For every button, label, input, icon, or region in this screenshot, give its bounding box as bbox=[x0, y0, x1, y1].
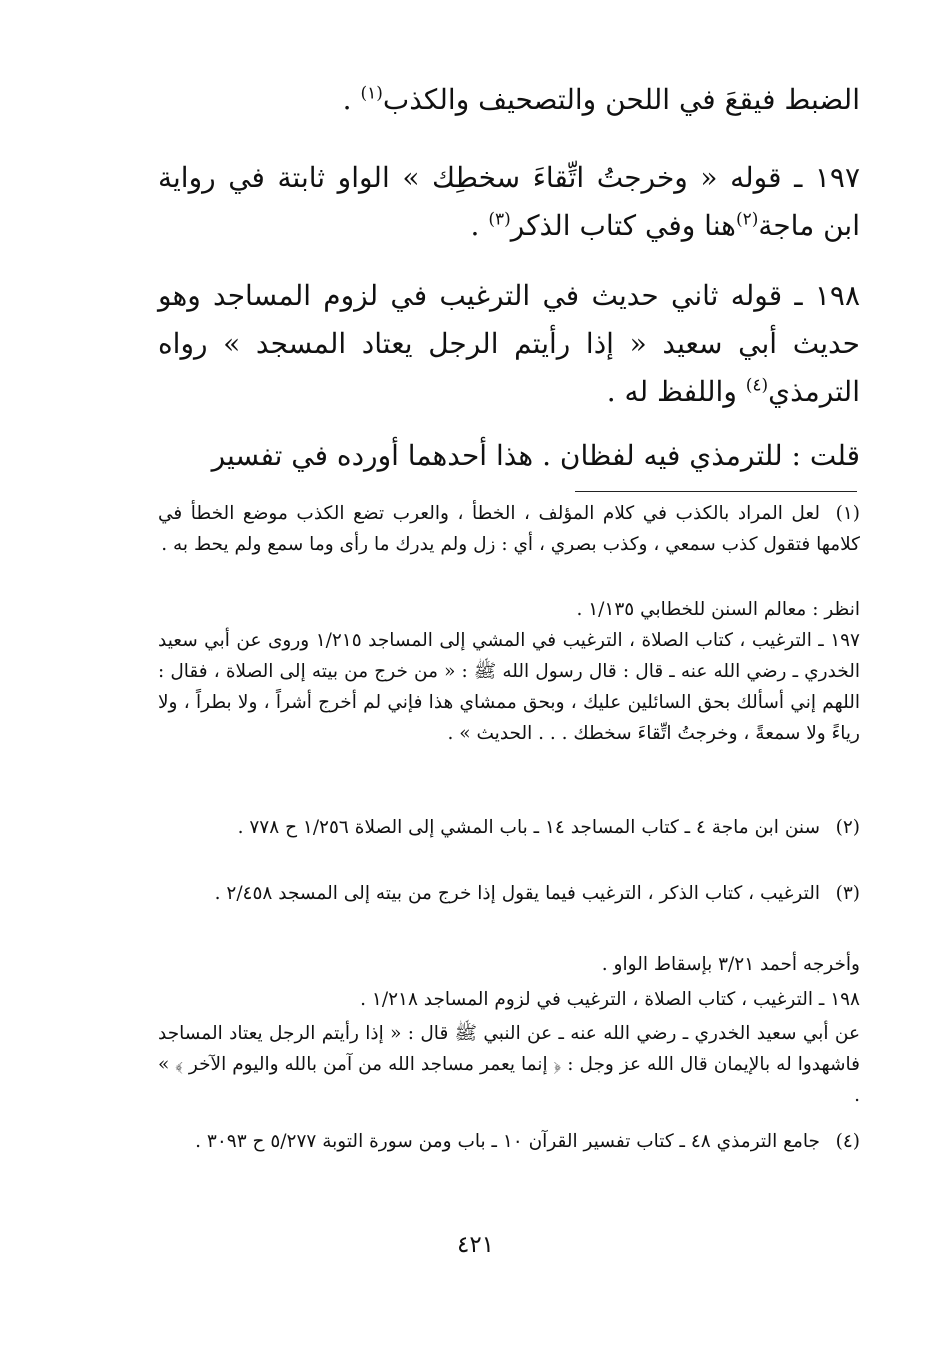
footnote-text: لعل المراد بالكذب في كلام المؤلف ، الخطأ ، والعرب تضع الكذب موضع الخطأ في كلامها فتقول كذب سمعي ، وكذب بصري ، أي : زل ولم يدرك ما رأى وما سمع ولم يحط به . bbox=[158, 503, 860, 555]
main-paragraph-1 bbox=[158, 76, 860, 124]
footnote-ref-1[interactable]: (١) bbox=[360, 83, 383, 104]
page-number: ٤٢١ bbox=[456, 1232, 495, 1258]
footnote-text: سنن ابن ماجة ٤ ـ كتاب المساجد ١٤ ـ باب المشي إلى الصلاة ١/٢٥٦ ح ٧٧٨ . bbox=[237, 817, 820, 838]
footnote-number: (٢) bbox=[835, 817, 860, 838]
commentary-text: ١٩٨ ـ الترغيب ، كتاب الصلاة ، الترغيب في لزوم المساجد ١/٢١٨ . bbox=[360, 989, 860, 1010]
footnote-1-reference bbox=[158, 594, 860, 625]
commentary-text: ١٩٧ ـ الترغيب ، كتاب الصلاة ، الترغيب في المشي إلى المساجد ١/٢١٥ وروى عن أبي سعيد الخدري ـ رضي الله عنه ـ قال : قال رسول الله ﷺ : « من خرج من بيته إلى الصلاة ، فقال : اللهم إني أسألك بحق السائلين عليك ، وبحق ممشاي هذا فإني لم أخرج أشراً ، ولا بطراً ، ولا رياءً ولا سمعةً ، وخرجتُ اتِّقاءَ سخطك . . . الحديث » . bbox=[158, 630, 860, 744]
footnote-2 bbox=[158, 812, 860, 843]
footnote-text: الترغيب ، كتاب الذكر ، الترغيب فيما يقول إذا خرج من بيته إلى المسجد ٢/٤٥٨ . bbox=[214, 883, 820, 904]
paragraph-text: ١٩٨ ـ قوله ثاني حديث في الترغيب في لزوم المساجد وهو حديث أبي سعيد « إذا رأيتم الرجل يعتاد المسجد » رواه الترمذي bbox=[158, 279, 860, 408]
footnote-ref-4[interactable]: (٤) bbox=[745, 375, 769, 396]
footnote-3 bbox=[158, 878, 860, 909]
paragraph-text: واللفظ له . bbox=[606, 375, 746, 408]
commentary-text: عن أبي سعيد الخدري ـ رضي الله عنه ـ عن النبي ﷺ قال : « إذا رأيتم الرجل يعتاد المساجد فاشهدوا له بالإيمان قال الله عز وجل : ﴿ إنما يعمر مساجد الله من آمن بالله واليوم الآخر ﴾ » . bbox=[158, 1023, 860, 1106]
footnote-number: (٣) bbox=[835, 883, 860, 904]
footnote-ref-3[interactable]: (٣) bbox=[488, 209, 511, 230]
footnote-text: انظر : معالم السنن للخطابي ١/١٣٥ . bbox=[576, 599, 860, 620]
footnote-ref-2[interactable]: (٢) bbox=[735, 209, 759, 230]
main-paragraph-198 bbox=[158, 272, 860, 416]
footnote-number: (١) bbox=[835, 503, 860, 524]
main-paragraph-qult bbox=[158, 432, 860, 480]
footnote-1 bbox=[158, 498, 860, 560]
footnote-3-extra bbox=[158, 949, 860, 980]
commentary-198 bbox=[158, 984, 860, 1015]
paragraph-end: . bbox=[342, 83, 361, 116]
footnote-number: (٤) bbox=[835, 1131, 860, 1152]
footnote-4 bbox=[158, 1126, 860, 1157]
commentary-198-hadith bbox=[158, 1018, 860, 1111]
footnote-text: جامع الترمذي ٤٨ ـ كتاب تفسير القرآن ١٠ ـ باب ومن سورة التوبة ٥/٢٧٧ ح ٣٠٩٣ . bbox=[195, 1131, 820, 1152]
paragraph-text: هنا وفي كتاب الذكر bbox=[510, 209, 736, 242]
paragraph-text: الضبط فيقعَ في اللحن والتصحيف والكذب bbox=[382, 83, 860, 116]
paragraph-end: . bbox=[470, 209, 489, 242]
commentary-197 bbox=[158, 625, 860, 749]
paragraph-text: قلت : للترمذي فيه لفظان . هذا أحدهما أورده في تفسير bbox=[211, 439, 860, 472]
footnote-separator bbox=[575, 491, 857, 492]
footnote-text: وأخرجه أحمد ٣/٢١ بإسقاط الواو . bbox=[601, 954, 860, 975]
paragraph-text: ١٩٧ ـ قوله « وخرجتُ اتِّقاءَ سخطِك » الواو ثابتة في رواية ابن ماجة bbox=[158, 161, 860, 242]
main-paragraph-197 bbox=[158, 154, 860, 250]
